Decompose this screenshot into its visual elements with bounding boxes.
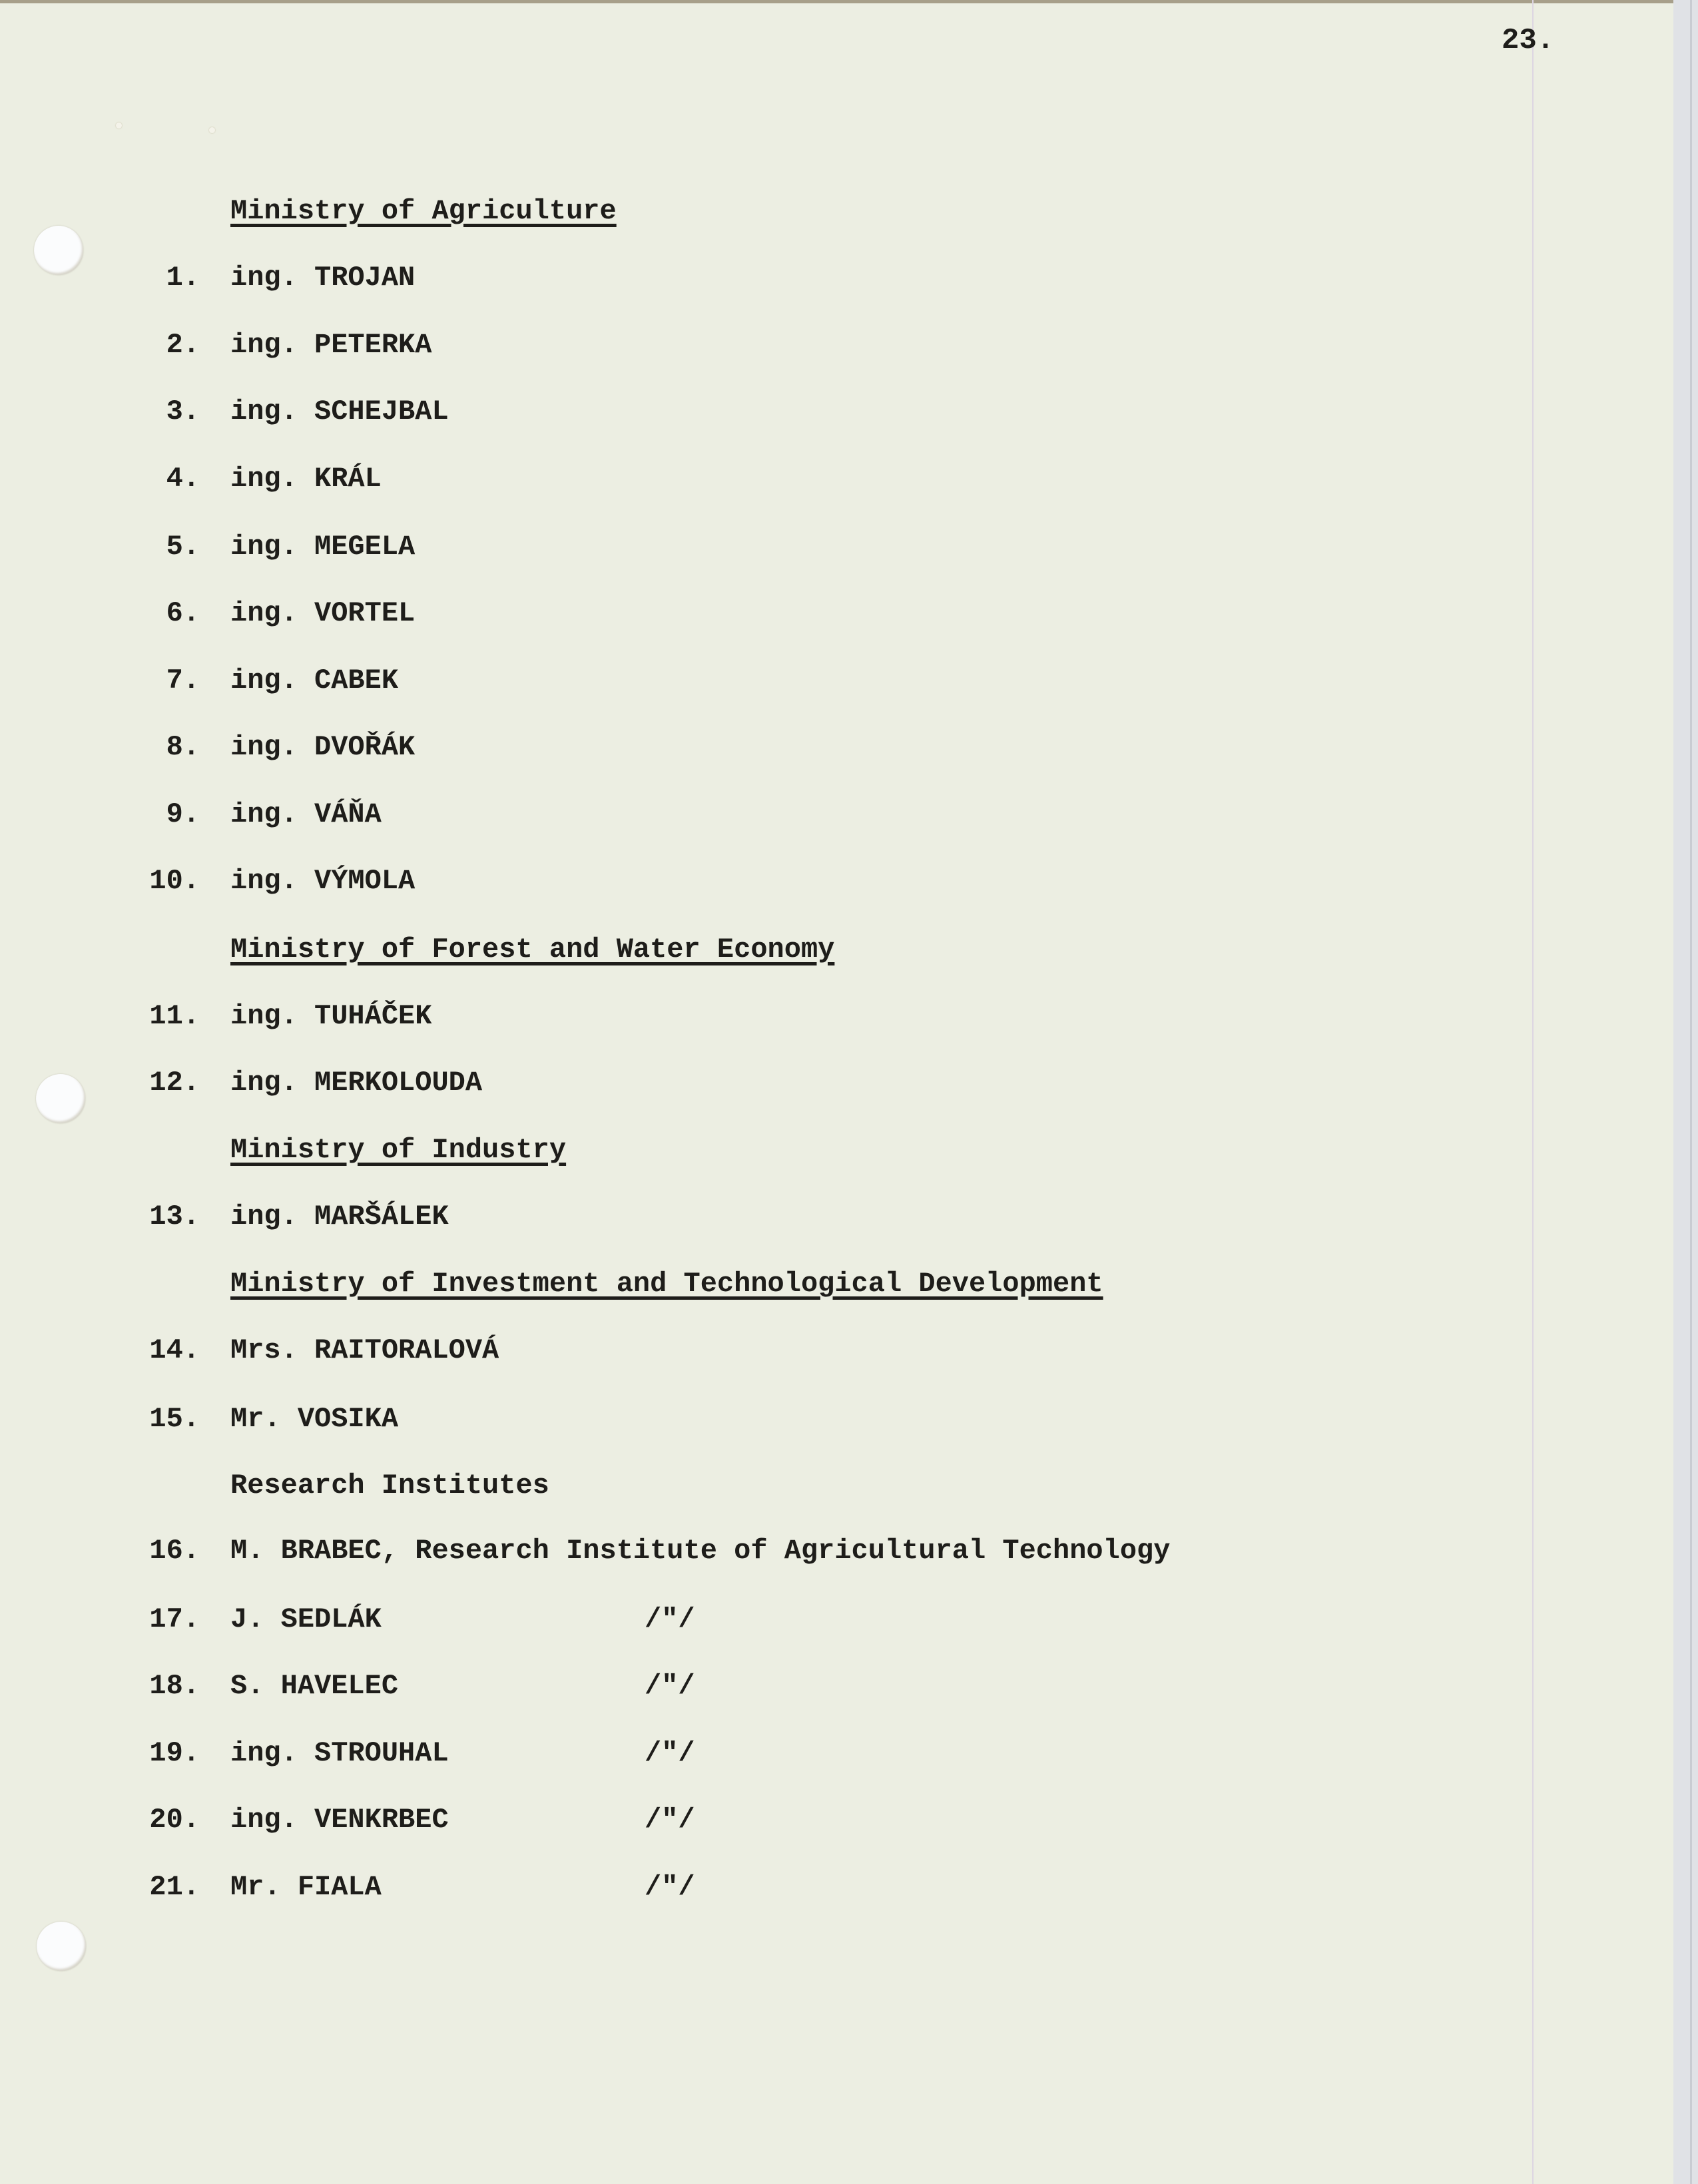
entry-number: 20. — [149, 1804, 200, 1836]
entry-number: 13. — [149, 1201, 200, 1232]
section-heading: Ministry of Industry — [230, 1134, 567, 1166]
entry-number: 6. — [166, 597, 200, 629]
entry-number: 3. — [166, 396, 200, 427]
entry-number: 17. — [149, 1603, 200, 1635]
entry-number: 2. — [166, 329, 200, 361]
entry-name: ing. SCHEJBAL — [230, 396, 449, 427]
margin-rule — [1532, 0, 1534, 2184]
punch-hole-bottom — [37, 1922, 86, 1971]
punch-hole-top — [34, 226, 83, 275]
entry-name: ing. STROUHAL — [230, 1737, 449, 1769]
scanner-edge — [1673, 0, 1698, 2184]
entry-number: 4. — [166, 463, 200, 495]
entry-number: 11. — [149, 1000, 200, 1032]
entry-number: 15. — [149, 1403, 200, 1435]
entry-name: Mr. VOSIKA — [230, 1403, 399, 1435]
entry-name: ing. MEGELA — [230, 531, 416, 563]
entry-name: ing. MERKOLOUDA — [230, 1067, 483, 1099]
entry-name: ing. VÝMOLA — [230, 865, 416, 897]
page-number: 23. — [1502, 24, 1555, 57]
staple-mark — [209, 127, 215, 133]
entry-name: J. SEDLÁK — [230, 1603, 382, 1635]
entry-name: ing. KRÁL — [230, 463, 382, 495]
entry-name: S. HAVELEC — [230, 1670, 399, 1702]
entry-number: 21. — [149, 1871, 200, 1903]
entry-number: 16. — [149, 1535, 200, 1567]
entry-number: 14. — [149, 1334, 200, 1366]
entry-name: ing. VORTEL — [230, 597, 416, 629]
ditto-mark: /"/ — [645, 1871, 695, 1903]
entry-number: 9. — [166, 798, 200, 830]
section-heading: Research Institutes — [230, 1470, 549, 1502]
section-heading: Ministry of Agriculture — [230, 195, 617, 227]
entry-name: Mr. FIALA — [230, 1871, 382, 1903]
ditto-mark: /"/ — [645, 1603, 695, 1635]
entry-number: 8. — [166, 731, 200, 763]
entry-name: ing. VÁŇA — [230, 798, 382, 830]
entry-number: 19. — [149, 1737, 200, 1769]
entry-name: ing. MARŠÁLEK — [230, 1201, 449, 1232]
entry-name: M. BRABEC, Research Institute of Agricultural Technology — [230, 1535, 1171, 1567]
ditto-mark: /"/ — [645, 1804, 695, 1836]
staple-mark — [116, 123, 122, 129]
ditto-mark: /"/ — [645, 1670, 695, 1702]
entry-number: 1. — [166, 262, 200, 294]
section-heading: Ministry of Investment and Technological Development — [230, 1268, 1103, 1300]
entry-name: ing. PETERKA — [230, 329, 432, 361]
entry-name: ing. VENKRBEC — [230, 1804, 449, 1836]
entry-number: 7. — [166, 665, 200, 696]
entry-name: Mrs. RAITORALOVÁ — [230, 1334, 499, 1366]
entry-name: ing. TROJAN — [230, 262, 416, 294]
entry-number: 12. — [149, 1067, 200, 1099]
entry-name: ing. CABEK — [230, 665, 399, 696]
entry-name: ing. DVOŘÁK — [230, 731, 416, 763]
scanner-edge-line — [1690, 0, 1692, 2184]
entry-number: 10. — [149, 865, 200, 897]
ditto-mark: /"/ — [645, 1737, 695, 1769]
punch-hole-middle — [36, 1074, 85, 1123]
entry-name: ing. TUHÁČEK — [230, 1000, 432, 1032]
section-heading: Ministry of Forest and Water Economy — [230, 934, 835, 965]
entry-number: 5. — [166, 531, 200, 563]
entry-number: 18. — [149, 1670, 200, 1702]
